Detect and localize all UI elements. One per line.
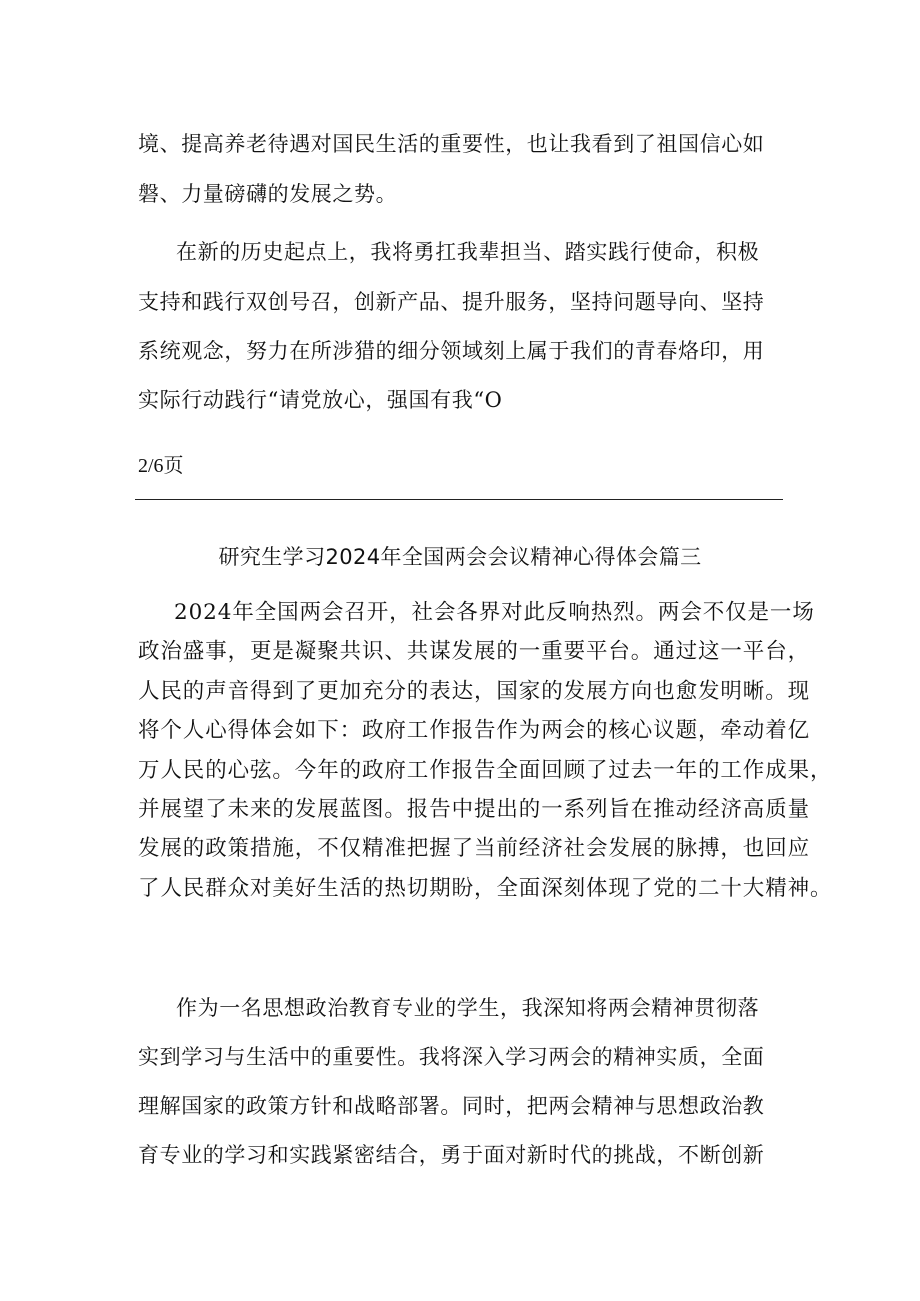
text-line: 系统观念，努力在所涉猎的细分领域刻上属于我们的青春烙印，用 [138, 339, 765, 363]
paragraph-first-line: 作为一名思想政治教育专业的学生，我深知将两会精神贯彻落 [176, 996, 760, 1020]
text-line: 育专业的学习和实践紧密结合，勇于面对新时代的挑战，不断创新 [138, 1143, 765, 1167]
page-divider [135, 499, 783, 500]
text-line: 人民的声音得到了更加充分的表达，国家的发展方向也愈发明晰。现 [138, 678, 811, 704]
paragraph-first-line: 2024年全国两会召开，社会各界对此反响热烈。两会不仅是一场 [174, 600, 815, 625]
text-line: 实到学习与生活中的重要性。我将深入学习两会的精神实质，全面 [138, 1045, 765, 1069]
text-line: 政治盛事，更是凝聚共识、共谋发展的一重要平台。通过这一平台， [138, 639, 811, 665]
text-line: 磐、力量磅礴的发展之势。 [138, 182, 398, 206]
text-line: 万人民的心弦。今年的政府工作报告全面回顾了过去一年的工作成果， [138, 757, 833, 783]
section-title: 研究生学习2024年全国两会会议精神心得体会篇三 [218, 545, 702, 569]
paragraph-body [138, 593, 833, 908]
text-line: 实际行动践行“请党放心，强国有我“O [138, 388, 503, 412]
text-line: 发展的政策措施，不仅精准把握了当前经济社会发展的脉搏，也回应 [138, 836, 811, 862]
text-line: 理解国家的政策方针和战略部署。同时，把两会精神与思想政治教 [138, 1094, 765, 1118]
text-line: 了人民群众对美好生活的热切期盼，全面深刻体现了党的二十大精神。 [138, 875, 833, 901]
text-line: 境、提高养老待遇对国民生活的重要性，也让我看到了祖国信心如 [138, 132, 765, 156]
text-line: 支持和践行双创号召，创新产品、提升服务，坚持问题导向、坚持 [138, 290, 765, 314]
page-number: 2/6页 [138, 455, 184, 477]
text-line: 将个人心得体会如下：政府工作报告作为两会的核心议题，牵动着亿 [138, 718, 811, 744]
text-line: 并展望了未来的发展蓝图。报告中提出的一系列旨在推动经济高质量 [138, 797, 811, 823]
paragraph-first-line: 在新的历史起点上，我将勇扛我辈担当、踏实践行使命，积极 [176, 240, 760, 264]
